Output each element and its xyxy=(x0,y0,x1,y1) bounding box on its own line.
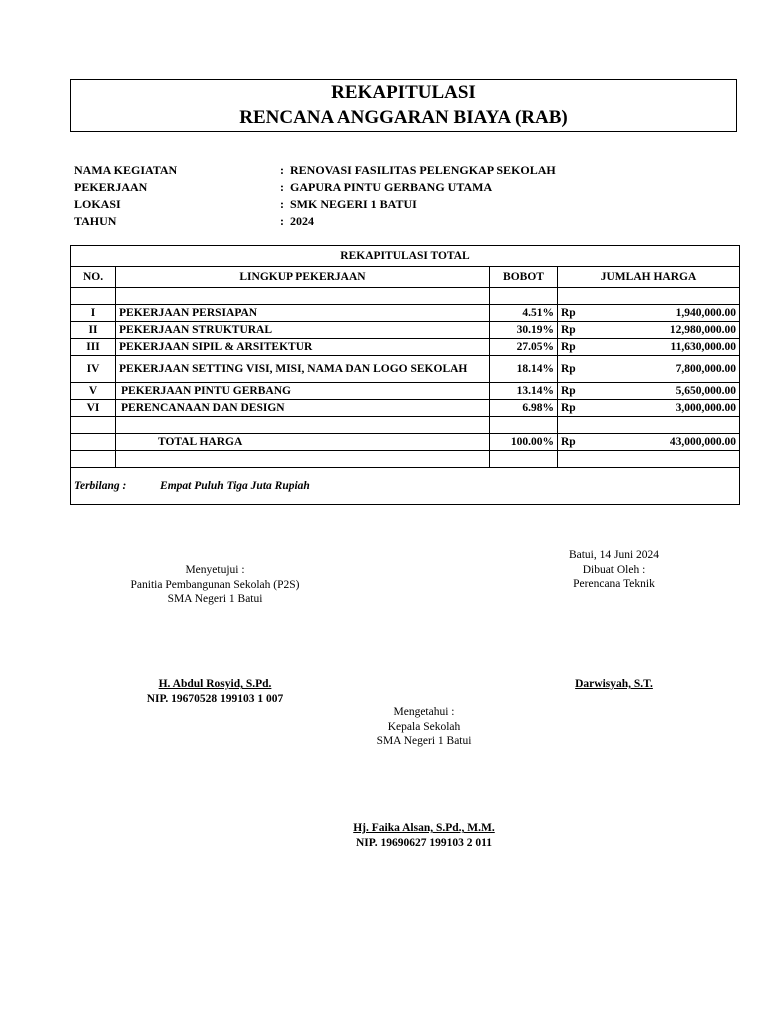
table-row xyxy=(71,383,740,400)
row-no: IV xyxy=(71,356,116,383)
info-label: PEKERJAAN xyxy=(74,180,148,194)
row-no: III xyxy=(71,339,116,356)
info-colon: : xyxy=(280,214,284,228)
principal-name: Hj. Faika Alsan, S.Pd., M.M. xyxy=(353,822,495,834)
row-bobot: 13.14% xyxy=(490,383,558,400)
terbilang-value: Empat Puluh Tiga Juta Rupiah xyxy=(160,480,310,492)
table-header-row xyxy=(71,267,740,288)
row-lingkup: PEKERJAAN PINTU GERBANG xyxy=(116,383,490,400)
document-title xyxy=(70,79,737,132)
row-bobot: 18.14% xyxy=(490,356,558,383)
table-caption-row xyxy=(71,246,740,267)
planner-signature xyxy=(524,677,704,692)
row-currency: Rp xyxy=(558,356,594,383)
title-line-1: REKAPITULASI xyxy=(331,82,476,103)
row-jumlah: 5,650,000.00 xyxy=(594,383,740,400)
info-value: 2024 xyxy=(290,214,314,228)
total-row xyxy=(71,434,740,451)
info-colon: : xyxy=(280,163,284,177)
document-date: Batui, 14 Juni 2024 xyxy=(568,549,660,561)
row-currency: Rp xyxy=(558,339,594,356)
row-no: V xyxy=(71,383,116,400)
total-currency: Rp xyxy=(558,434,594,451)
table-caption: REKAPITULASI TOTAL xyxy=(71,246,740,267)
row-jumlah: 12,980,000.00 xyxy=(594,322,740,339)
row-currency: Rp xyxy=(558,383,594,400)
row-currency: Rp xyxy=(558,322,594,339)
approver-nip: NIP. 19670528 199103 1 007 xyxy=(146,692,284,705)
principal-nip: NIP. 19690627 199103 2 011 xyxy=(356,836,492,849)
row-lingkup: PEKERJAAN STRUKTURAL xyxy=(116,322,490,339)
row-lingkup: PERENCANAAN DAN DESIGN xyxy=(116,400,490,417)
row-jumlah: 1,940,000.00 xyxy=(594,305,740,322)
row-jumlah: 3,000,000.00 xyxy=(594,400,740,417)
table-row xyxy=(71,322,740,339)
table-spacer-row xyxy=(71,417,740,434)
row-bobot: 30.19% xyxy=(490,322,558,339)
total-label: TOTAL HARGA xyxy=(116,434,490,451)
terbilang-row xyxy=(71,468,740,505)
rab-table xyxy=(70,245,740,505)
approver-name: H. Abdul Rosyid, S.Pd. xyxy=(158,678,272,690)
info-colon: : xyxy=(280,180,284,194)
planner-block: Batui, 14 Juni 2024 Dibuat Oleh : Perencana Teknik xyxy=(524,548,704,592)
row-lingkup: PEKERJAAN SIPIL & ARSITEKTUR xyxy=(116,339,490,356)
row-jumlah: 11,630,000.00 xyxy=(594,339,740,356)
approver-signature xyxy=(95,677,335,706)
table-row xyxy=(71,356,740,383)
table-spacer-row xyxy=(71,288,740,305)
approver-block: Menyetujui : Panitia Pembangunan Sekolah (P2S) SMA Negeri 1 Batui xyxy=(130,564,300,605)
row-no: II xyxy=(71,322,116,339)
info-colon: : xyxy=(280,197,284,211)
header-jumlah: JUMLAH HARGA xyxy=(558,267,740,288)
row-currency: Rp xyxy=(558,305,594,322)
info-value: SMK NEGERI 1 BATUI xyxy=(290,197,417,211)
table-row xyxy=(71,339,740,356)
row-currency: Rp xyxy=(558,400,594,417)
header-no: NO. xyxy=(71,267,116,288)
header-bobot: BOBOT xyxy=(490,267,558,288)
info-value: RENOVASI FASILITAS PELENGKAP SEKOLAH xyxy=(290,163,556,177)
principal-block: Mengetahui : Kepala Sekolah SMA Negeri 1 Batui xyxy=(376,706,472,747)
row-lingkup: PEKERJAAN SETTING VISI, MISI, NAMA DAN LOGO SEKOLAH xyxy=(116,356,490,383)
header-lingkup: LINGKUP PEKERJAAN xyxy=(116,267,490,288)
info-value: GAPURA PINTU GERBANG UTAMA xyxy=(290,180,493,194)
row-bobot: 27.05% xyxy=(490,339,558,356)
table-row xyxy=(71,305,740,322)
row-lingkup: PEKERJAAN PERSIAPAN xyxy=(116,305,490,322)
planner-name: Darwisyah, S.T. xyxy=(575,678,653,690)
table-row xyxy=(71,400,740,417)
title-line-2: RENCANA ANGGARAN BIAYA (RAB) xyxy=(239,107,568,128)
info-label: NAMA KEGIATAN xyxy=(74,163,178,177)
principal-signature xyxy=(304,821,544,850)
row-jumlah: 7,800,000.00 xyxy=(594,356,740,383)
info-label: LOKASI xyxy=(74,197,121,211)
row-no: VI xyxy=(71,400,116,417)
row-bobot: 6.98% xyxy=(490,400,558,417)
row-bobot: 4.51% xyxy=(490,305,558,322)
table-spacer-row xyxy=(71,451,740,468)
terbilang-label: Terbilang : xyxy=(74,480,127,492)
total-bobot: 100.00% xyxy=(490,434,558,451)
total-jumlah: 43,000,000.00 xyxy=(594,434,740,451)
row-no: I xyxy=(71,305,116,322)
info-label: TAHUN xyxy=(74,214,117,228)
